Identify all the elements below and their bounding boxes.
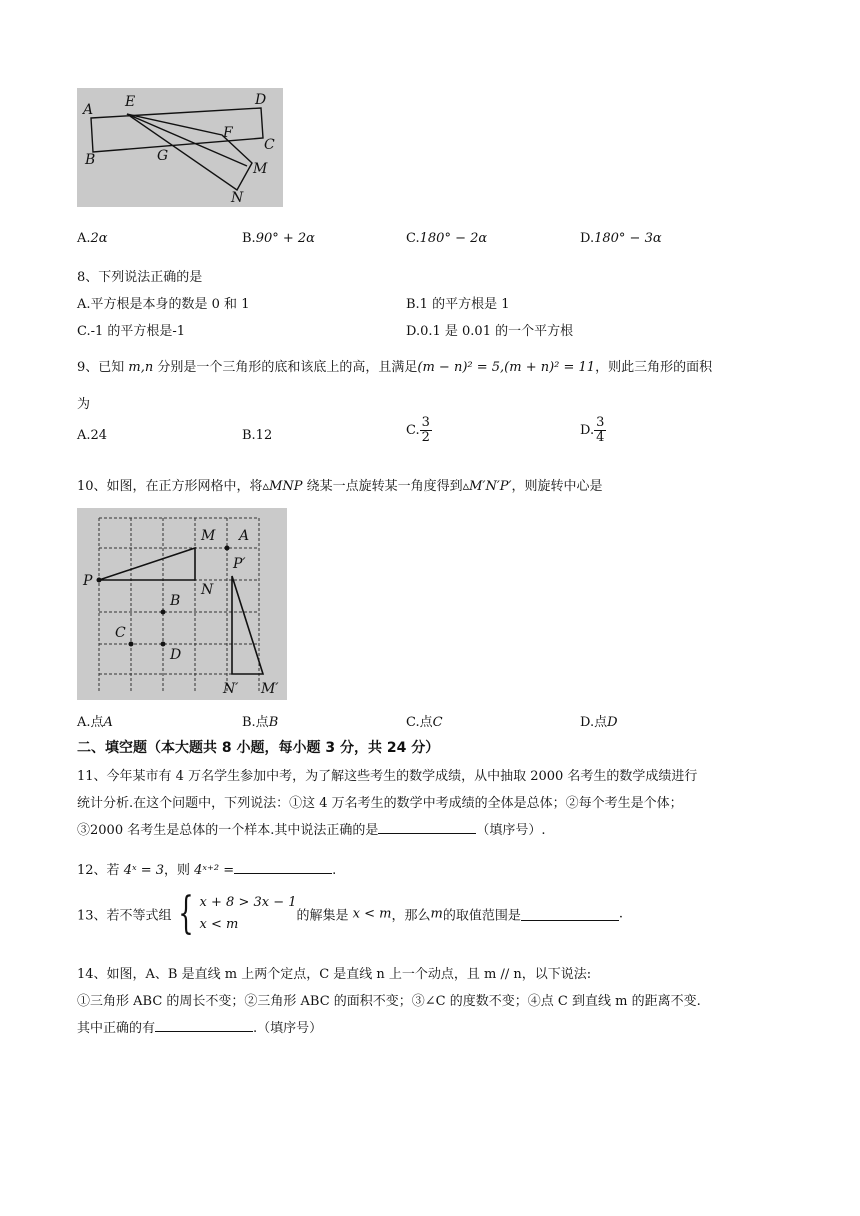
label-M: M xyxy=(253,161,268,177)
option-prefix: A. xyxy=(77,231,91,246)
option-var: D xyxy=(607,715,618,730)
q12-equation: 4ˣ = 3 xyxy=(123,863,165,878)
q11-line2: 统计分析.在这个问题中，下列说法：①这 4 万名考生的数学中考成绩的全体是总体；②每个考生是个体； xyxy=(77,796,683,811)
q14-line3 xyxy=(77,1017,322,1036)
option-prefix: C. xyxy=(406,231,420,246)
triangle-mnp-prime xyxy=(232,576,263,674)
q14-line1: 14、如图，A、B 是直线 m 上两个定点，C 是直线 n 上一个动点，且 m // n，以下说法: xyxy=(77,967,592,982)
answer-blank[interactable] xyxy=(234,861,332,874)
inequality-row-2: x < m xyxy=(199,917,239,932)
q10-text: 绕某一点旋转某一角度得到 xyxy=(302,479,463,494)
denominator: 2 xyxy=(421,430,430,445)
option-prefix: B. xyxy=(242,231,256,246)
q9-stem xyxy=(77,356,712,375)
q12 xyxy=(77,859,336,878)
q14-line2: ①三角形 ABC 的周长不变；②三角形 ABC 的面积不变；③∠C 的度数不变；④点 C 到直线 m 的距离不变. xyxy=(77,994,701,1009)
answer-blank[interactable] xyxy=(155,1019,253,1032)
q8-option-c[interactable]: C.-1 的平方根是-1 xyxy=(77,324,186,339)
label-N-prime: N′ xyxy=(223,681,239,697)
q10-stem xyxy=(77,475,603,494)
q12-text: ，则 xyxy=(164,863,195,878)
label-D: D xyxy=(255,92,267,108)
q13 xyxy=(77,888,623,939)
q9-text: 9、已知 xyxy=(77,360,129,375)
label-B: B xyxy=(170,593,181,609)
q10-option-c[interactable] xyxy=(406,711,443,730)
label-B: B xyxy=(85,152,96,168)
q9-text: ，则此三角形的面积 xyxy=(595,360,713,375)
option-prefix: D. xyxy=(580,423,595,438)
label-E: E xyxy=(125,94,136,110)
option-math: 2α xyxy=(90,231,108,246)
q13-text: . xyxy=(618,906,623,922)
option-math: 90° + 2α xyxy=(255,231,315,246)
fraction xyxy=(594,416,606,445)
q13-text: 的解集是 xyxy=(296,908,349,924)
figure-1-diagram xyxy=(77,88,283,207)
q10-text: ，则旋转中心是 xyxy=(511,479,603,494)
option-var: C xyxy=(432,715,443,730)
triangle-mnp xyxy=(99,548,195,580)
q9-equation: (m − n)² = 5,(m + n)² = 11 xyxy=(417,360,596,375)
q7-option-d[interactable] xyxy=(580,231,662,246)
q13-text: ，那么 xyxy=(391,908,431,924)
option-prefix: C. xyxy=(406,423,420,438)
label-A: A xyxy=(83,102,94,118)
option-prefix: D. xyxy=(580,231,595,246)
q10-triangle-image: ▵M′N′P′ xyxy=(462,479,512,494)
figure-rectangle-strip xyxy=(77,88,283,207)
denominator: 4 xyxy=(596,430,605,445)
rectangle-abcd xyxy=(91,108,263,152)
q9-option-b[interactable]: B.12 xyxy=(242,428,273,443)
answer-blank[interactable] xyxy=(521,908,619,921)
label-G: G xyxy=(157,148,169,164)
label-F: F xyxy=(223,125,233,141)
option-prefix: A.点 xyxy=(77,715,104,730)
option-math: 180° − 3α xyxy=(594,231,662,246)
q8-option-b[interactable]: B.1 的平方根是 1 xyxy=(406,297,510,312)
option-prefix: C.点 xyxy=(406,715,433,730)
label-N: N xyxy=(231,190,244,206)
option-math: 180° − 2α xyxy=(419,231,488,246)
option-prefix: B.点 xyxy=(242,715,269,730)
label-M-prime: M′ xyxy=(261,681,279,697)
q13-text: 的取值范围是 xyxy=(442,908,521,924)
label-N: N xyxy=(201,582,214,598)
q9-option-c[interactable] xyxy=(406,416,432,445)
option-var: B xyxy=(268,715,279,730)
q9-stem-line2: 为 xyxy=(77,397,91,412)
q9-option-a[interactable]: A.24 xyxy=(77,428,108,443)
label-M: M xyxy=(201,528,216,544)
q9-vars: m,n xyxy=(128,360,154,375)
q14-text: 其中正确的有 xyxy=(77,1021,156,1036)
q10-text: 10、如图，在正方形网格中，将 xyxy=(77,479,263,494)
label-P-prime: P′ xyxy=(233,556,246,572)
q9-text: 分别是一个三角形的底和该底上的高，且满足 xyxy=(153,360,418,375)
label-P: P xyxy=(83,573,93,589)
inequality-row-1: x + 8 > 3x − 1 xyxy=(199,895,297,910)
q11-line3 xyxy=(77,819,546,838)
figure-grid-rotation xyxy=(77,508,287,700)
section-heading: 二、填空题（本大题共 8 小题，每小题 3 分，共 24 分） xyxy=(77,740,440,756)
triangle-strip xyxy=(127,114,252,190)
option-prefix: D.点 xyxy=(580,715,608,730)
q12-expression: 4ˣ⁺² = xyxy=(194,863,235,878)
q11-line1: 11、今年某市有 4 万名学生参加中考，为了解这些考生的数学成绩，从中抽取 2000 名考生的数学成绩进行 xyxy=(77,769,698,784)
q7-option-c[interactable] xyxy=(406,231,487,246)
q11-text: （填序号）. xyxy=(476,823,546,838)
label-C: C xyxy=(115,625,126,641)
q10-option-a[interactable] xyxy=(77,711,113,730)
label-A: A xyxy=(239,528,250,544)
q12-text: 12、若 xyxy=(77,863,124,878)
q8-option-d[interactable]: D.0.1 是 0.01 的一个平方根 xyxy=(406,324,574,339)
q10-option-b[interactable] xyxy=(242,711,278,730)
answer-blank[interactable] xyxy=(378,821,476,834)
q9-option-d[interactable] xyxy=(580,416,606,445)
q10-option-d[interactable] xyxy=(580,711,618,730)
q13-text: 13、若不等式组 xyxy=(77,908,172,924)
option-var: A xyxy=(103,715,113,730)
q11-text: ③2000 名考生是总体的一个样本.其中说法正确的是 xyxy=(77,823,379,838)
q8-option-a[interactable]: A.平方根是本身的数是 0 和 1 xyxy=(77,297,250,312)
q10-triangle: ▵MNP xyxy=(262,479,303,494)
numerator: 3 xyxy=(421,415,430,430)
label-D: D xyxy=(170,647,182,663)
q7-option-a[interactable] xyxy=(77,231,108,246)
brace: { xyxy=(177,888,194,939)
q7-option-b[interactable] xyxy=(242,231,315,246)
figure-2-diagram xyxy=(77,508,287,700)
label-C: C xyxy=(264,137,275,153)
q13-solution: x < m xyxy=(352,906,392,922)
numerator: 3 xyxy=(596,415,605,430)
fraction xyxy=(420,416,432,445)
inequality-system xyxy=(200,892,297,936)
q12-text: . xyxy=(332,863,337,878)
q8-stem: 8、下列说法正确的是 xyxy=(77,270,203,285)
q13-var: m xyxy=(430,906,443,922)
q14-text: .（填序号） xyxy=(253,1021,323,1036)
